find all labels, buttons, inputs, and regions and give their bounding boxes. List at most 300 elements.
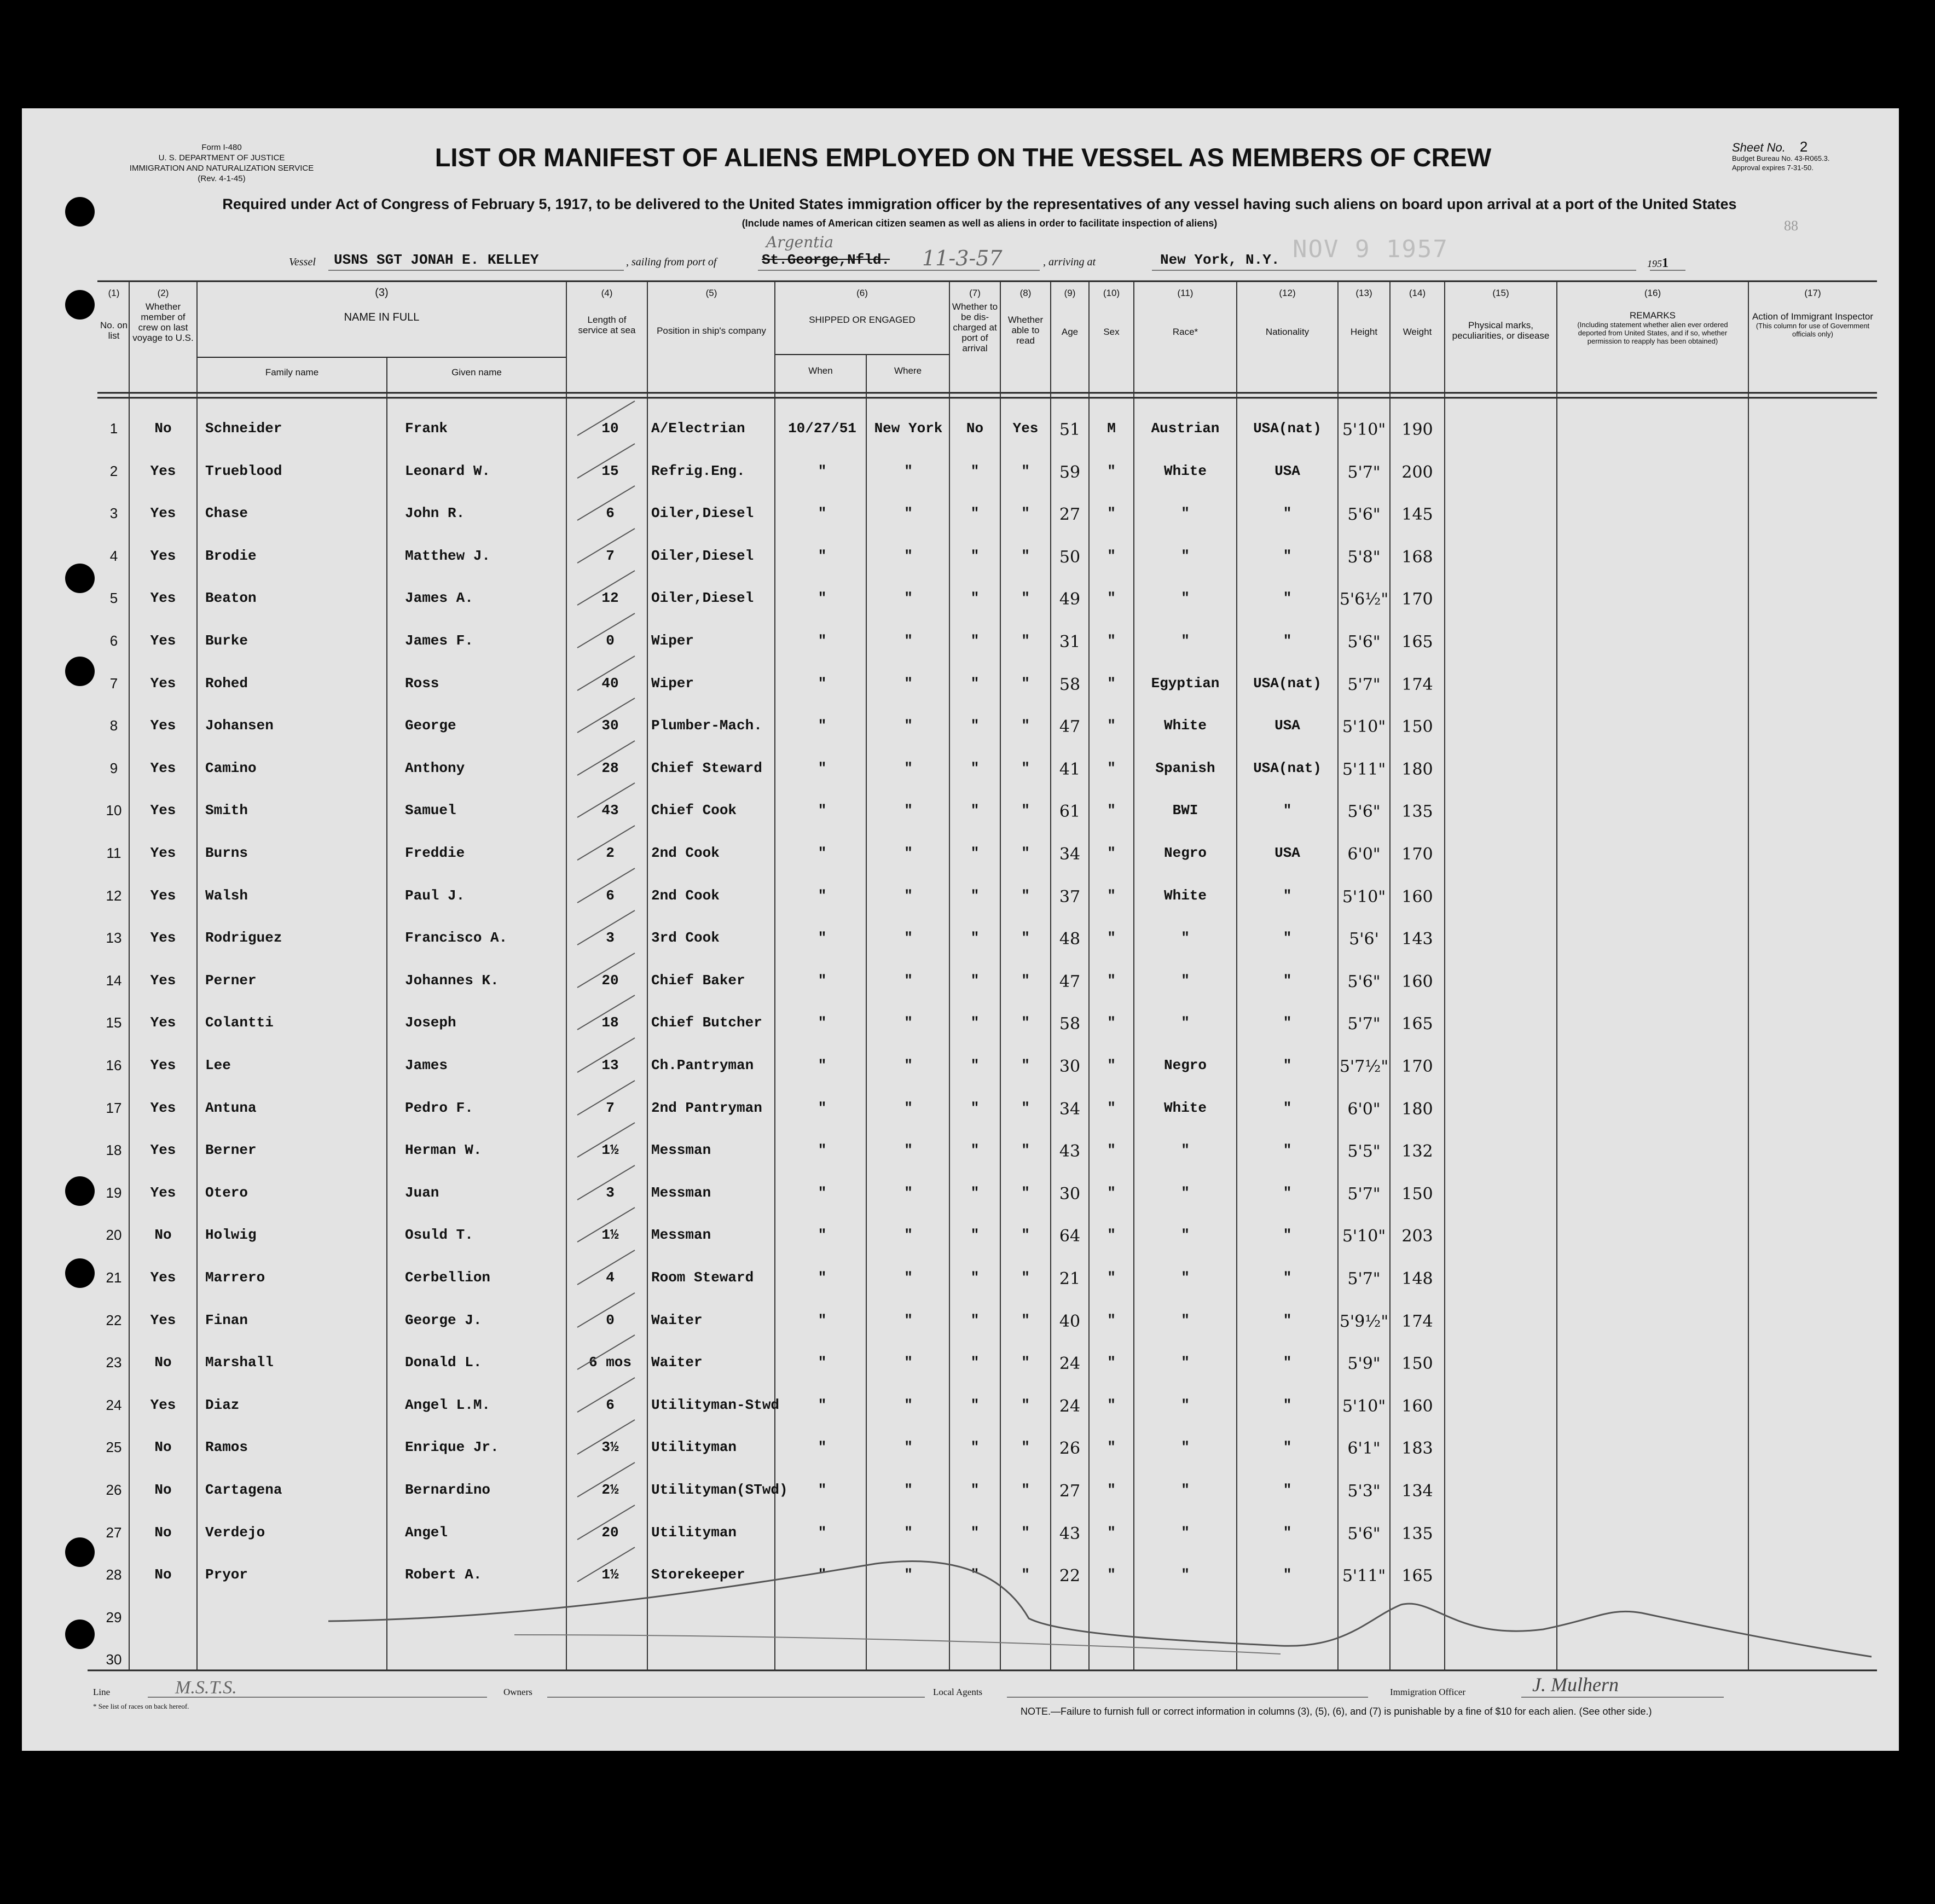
cell-family-name: Ramos: [205, 1439, 248, 1455]
cell-shipped-when: ": [818, 717, 827, 734]
cell-length-of-service: 43: [601, 802, 619, 819]
cell-shipped-when: ": [818, 1185, 827, 1201]
cell-length-of-service: 1½: [601, 1227, 619, 1243]
col-header-12: (12) Nationality: [1265, 288, 1310, 337]
cell-nationality: ": [1283, 1439, 1292, 1455]
cell-row-number: 6: [109, 632, 118, 649]
service-check-mark: [577, 613, 635, 648]
cell-nationality: USA(nat): [1253, 760, 1322, 776]
cell-able-to-read: ": [1021, 675, 1030, 692]
cell-family-name: Rodriguez: [205, 930, 282, 946]
cell-race: ": [1181, 1566, 1190, 1583]
cell-shipped-where: ": [904, 1482, 913, 1498]
service-check-mark: [577, 1462, 635, 1497]
cell-shipped-where: ": [904, 1057, 913, 1073]
service-check-mark: [577, 656, 635, 690]
year-prefix: 195: [1647, 258, 1662, 269]
cell-row-number: 17: [106, 1100, 122, 1116]
cell-row-number: 24: [106, 1397, 122, 1413]
cell-race: ": [1181, 1354, 1190, 1371]
cell-given-name: Donald L.: [405, 1354, 482, 1371]
cell-family-name: Holwig: [205, 1227, 257, 1243]
cell-weight: 165: [1401, 1566, 1433, 1586]
cell-able-to-read: ": [1021, 1227, 1030, 1243]
cell-age: 59: [1059, 463, 1081, 482]
cell-shipped-when: ": [818, 1100, 827, 1116]
cell-weight: 160: [1401, 1397, 1433, 1416]
service-check-mark: [577, 1038, 635, 1072]
service-check-mark: [577, 910, 635, 945]
cell-family-name: Verdejo: [205, 1524, 265, 1541]
cell-shipped-where: ": [904, 1524, 913, 1541]
cell-crew-last-voyage: Yes: [150, 675, 176, 692]
cell-discharged: ": [970, 1014, 980, 1031]
cell-discharged: ": [970, 463, 980, 479]
cell-age: 27: [1059, 505, 1081, 524]
cell-shipped-where: ": [904, 1100, 913, 1116]
cell-length-of-service: 6 mos: [588, 1354, 632, 1371]
cell-shipped-when: ": [818, 548, 827, 564]
owners-label: Owners: [503, 1687, 532, 1697]
cell-shipped-when: ": [818, 1482, 827, 1498]
line-value: M.S.T.S.: [175, 1677, 237, 1698]
cell-shipped-when: ": [818, 463, 827, 479]
cell-nationality: ": [1283, 632, 1292, 649]
cell-weight: 180: [1401, 760, 1433, 779]
cell-sex: ": [1107, 760, 1116, 776]
cell-crew-last-voyage: Yes: [150, 1397, 176, 1413]
col-header-8: (8) Whether able to read: [1007, 288, 1044, 346]
cell-sex: ": [1107, 590, 1116, 606]
cell-position: Room Steward: [651, 1269, 754, 1286]
cell-able-to-read: ": [1021, 1057, 1030, 1073]
cell-given-name: Enrique Jr.: [405, 1439, 499, 1455]
cell-discharged: ": [970, 1439, 980, 1455]
cell-row-number: 9: [109, 760, 118, 776]
cell-row-number: 21: [106, 1269, 122, 1286]
cell-discharged: No: [966, 420, 984, 437]
cell-length-of-service: 18: [601, 1014, 619, 1031]
cell-family-name: Beaton: [205, 590, 257, 606]
cell-age: 50: [1059, 548, 1081, 567]
cell-shipped-where: ": [904, 972, 913, 989]
cell-discharged: ": [970, 887, 980, 904]
cell-crew-last-voyage: No: [154, 1524, 172, 1541]
cell-height: 5'7": [1347, 1269, 1381, 1288]
cell-crew-last-voyage: No: [154, 1482, 172, 1498]
cell-shipped-where: New York: [874, 420, 943, 437]
cell-length-of-service: 6: [606, 1397, 615, 1413]
col-header-9: (9) Age: [1061, 288, 1079, 337]
cell-family-name: Smith: [205, 802, 248, 819]
cell-nationality: ": [1283, 802, 1292, 819]
cell-race: Negro: [1163, 845, 1207, 861]
cell-discharged: ": [970, 505, 980, 521]
service-check-mark: [577, 1293, 635, 1327]
service-check-mark: [577, 868, 635, 903]
cell-shipped-when: ": [818, 1397, 827, 1413]
cell-height: 5'6': [1349, 930, 1379, 949]
service-check-mark: [577, 995, 635, 1030]
cell-family-name: Marshall: [205, 1354, 274, 1371]
cell-nationality: USA(nat): [1253, 675, 1322, 692]
cell-able-to-read: ": [1021, 717, 1030, 734]
cell-shipped-where: ": [904, 1014, 913, 1031]
service-check-mark: [577, 1123, 635, 1157]
cell-shipped-when: ": [818, 632, 827, 649]
cell-height: 5'7½": [1339, 1057, 1389, 1076]
cell-weight: 145: [1401, 505, 1433, 524]
cell-discharged: ": [970, 1227, 980, 1243]
cell-position: Messman: [651, 1142, 711, 1158]
cell-weight: 170: [1401, 845, 1433, 864]
cell-length-of-service: 40: [601, 675, 619, 692]
sailing-port-handwritten: Argentia: [766, 233, 834, 251]
budget-bureau-number: Budget Bureau No. 43-R065.3.: [1732, 154, 1830, 162]
cell-height: 5'10": [1342, 420, 1386, 439]
col-header-17: (17) Action of Immigrant Inspector (This column for use of Government officials only): [1752, 288, 1874, 338]
col-header-10: (10) Sex: [1103, 288, 1120, 337]
cell-age: 49: [1059, 590, 1081, 609]
cell-row-number: 8: [109, 717, 118, 734]
cell-row-number: 13: [106, 930, 122, 946]
cell-weight: 165: [1401, 1014, 1433, 1034]
cell-position: Utilityman: [651, 1439, 737, 1455]
service-check-mark: [577, 1505, 635, 1540]
cell-given-name: Bernardino: [405, 1482, 491, 1498]
cell-weight: 200: [1401, 463, 1433, 482]
cell-weight: 143: [1401, 930, 1433, 949]
col-header-6: (6) SHIPPED OR ENGAGED: [809, 288, 916, 325]
cell-position: 2nd Pantryman: [651, 1100, 762, 1116]
cell-race: White: [1163, 463, 1207, 479]
cell-nationality: ": [1283, 1185, 1292, 1201]
cell-discharged: ": [970, 1524, 980, 1541]
penalty-note: NOTE.—Failure to furnish full or correct information in columns (3), (5), (6), and (7) is punishable by a fine of $10 for each alien. (See other side.): [1021, 1706, 1652, 1717]
cell-sex: ": [1107, 845, 1116, 861]
cell-nationality: ": [1283, 887, 1292, 904]
cell-nationality: ": [1283, 1397, 1292, 1413]
cell-sex: ": [1107, 1566, 1116, 1583]
service-check-mark: [577, 1250, 635, 1285]
cell-position: Chief Baker: [651, 972, 745, 989]
cell-length-of-service: 15: [601, 463, 619, 479]
cell-race: ": [1181, 590, 1190, 606]
cell-able-to-read: ": [1021, 930, 1030, 946]
cell-length-of-service: 7: [606, 1100, 615, 1116]
service-check-mark: [577, 783, 635, 817]
cell-row-number: 7: [109, 675, 118, 692]
cell-race: ": [1181, 1439, 1190, 1455]
cell-age: 47: [1059, 717, 1081, 736]
cell-race: ": [1181, 1312, 1190, 1328]
cell-nationality: ": [1283, 548, 1292, 564]
cell-crew-last-voyage: Yes: [150, 845, 176, 861]
cell-shipped-when: ": [818, 1142, 827, 1158]
cell-crew-last-voyage: No: [154, 420, 172, 437]
cell-height: 5'8": [1347, 548, 1381, 567]
cell-height: 5'9½": [1339, 1312, 1389, 1331]
cell-age: 58: [1059, 1014, 1081, 1034]
cell-height: 5'6": [1347, 972, 1381, 991]
cell-able-to-read: ": [1021, 1312, 1030, 1328]
cell-given-name: Pedro F.: [405, 1100, 473, 1116]
service-check-mark: [577, 1165, 635, 1200]
cell-row-number: 4: [109, 548, 118, 564]
cell-sex: ": [1107, 463, 1116, 479]
cell-nationality: ": [1283, 1142, 1292, 1158]
cell-shipped-where: ": [904, 930, 913, 946]
cell-family-name: Finan: [205, 1312, 248, 1328]
cell-weight: 183: [1401, 1439, 1433, 1458]
cell-position: Chief Butcher: [651, 1014, 762, 1031]
cell-length-of-service: 6: [606, 505, 615, 521]
cell-age: 30: [1059, 1185, 1081, 1204]
cell-race: ": [1181, 1524, 1190, 1541]
cell-length-of-service: 3: [606, 1185, 615, 1201]
cell-position: 3rd Cook: [651, 930, 720, 946]
cell-age: 26: [1059, 1439, 1081, 1458]
cell-weight: 150: [1401, 1354, 1433, 1373]
service-check-mark: [577, 571, 635, 605]
service-check-mark: [577, 1547, 635, 1582]
col-header-5: (5) Position in ship's company: [657, 288, 766, 336]
service-check-mark: [577, 486, 635, 520]
cell-row-number: 20: [106, 1227, 122, 1243]
cell-discharged: ": [970, 1354, 980, 1371]
cell-nationality: ": [1283, 1482, 1292, 1498]
cell-given-name: Robert A.: [405, 1566, 482, 1583]
cell-length-of-service: 3½: [601, 1439, 619, 1455]
cell-able-to-read: ": [1021, 845, 1030, 861]
cell-sex: ": [1107, 548, 1116, 564]
service-check-mark: [577, 1081, 635, 1115]
cell-sex: ": [1107, 717, 1116, 734]
cell-race: ": [1181, 1014, 1190, 1031]
cell-able-to-read: ": [1021, 1014, 1030, 1031]
cell-family-name: Diaz: [205, 1397, 240, 1413]
officer-signature: J. Mulhern: [1532, 1674, 1619, 1696]
cell-height: 5'6½": [1339, 590, 1389, 609]
cell-race: White: [1163, 1100, 1207, 1116]
col-header-3: (3) NAME IN FULL: [344, 287, 420, 323]
cell-shipped-when: ": [818, 887, 827, 904]
cell-weight: 190: [1401, 420, 1433, 439]
cell-length-of-service: 1½: [601, 1566, 619, 1583]
cell-position: Oiler,Diesel: [651, 548, 754, 564]
cell-weight: 135: [1401, 802, 1433, 821]
cell-crew-last-voyage: No: [154, 1566, 172, 1583]
cell-sex: ": [1107, 802, 1116, 819]
cell-row-number: 12: [106, 887, 122, 904]
cell-given-name: Osuld T.: [405, 1227, 473, 1243]
cell-shipped-where: ": [904, 802, 913, 819]
cell-age: 21: [1059, 1269, 1081, 1288]
cell-height: 5'10": [1342, 1227, 1386, 1246]
cell-able-to-read: ": [1021, 1397, 1030, 1413]
cell-able-to-read: ": [1021, 1100, 1030, 1116]
cell-height: 5'7": [1347, 1014, 1381, 1034]
cell-crew-last-voyage: Yes: [150, 887, 176, 904]
cell-shipped-when: ": [818, 590, 827, 606]
cell-weight: 170: [1401, 1057, 1433, 1076]
cell-given-name: Samuel: [405, 802, 456, 819]
cell-length-of-service: 2: [606, 845, 615, 861]
cell-crew-last-voyage: Yes: [150, 505, 176, 521]
cell-race: ": [1181, 930, 1190, 946]
cell-sex: ": [1107, 505, 1116, 521]
cell-sex: ": [1107, 1354, 1116, 1371]
manifest-sheet: [22, 108, 1899, 1751]
cell-shipped-where: ": [904, 760, 913, 776]
cell-shipped-when: ": [818, 1439, 827, 1455]
cell-length-of-service: 7: [606, 548, 615, 564]
cell-length-of-service: 0: [606, 632, 615, 649]
cell-race: White: [1163, 717, 1207, 734]
cell-crew-last-voyage: Yes: [150, 1185, 176, 1201]
cell-shipped-where: ": [904, 845, 913, 861]
cell-weight: 165: [1401, 632, 1433, 652]
cell-discharged: ": [970, 802, 980, 819]
cell-shipped-where: ": [904, 1227, 913, 1243]
cell-nationality: ": [1283, 1014, 1292, 1031]
cell-sex: ": [1107, 1014, 1116, 1031]
cell-race: ": [1181, 505, 1190, 521]
cell-shipped-when: ": [818, 1057, 827, 1073]
cell-race: ": [1181, 1142, 1190, 1158]
cell-length-of-service: 13: [601, 1057, 619, 1073]
cell-discharged: ": [970, 760, 980, 776]
cell-able-to-read: Yes: [1012, 420, 1039, 437]
cell-able-to-read: ": [1021, 972, 1030, 989]
cell-weight: 132: [1401, 1142, 1433, 1161]
cell-sex: ": [1107, 1524, 1116, 1541]
cell-nationality: ": [1283, 1269, 1292, 1286]
cell-weight: 148: [1401, 1269, 1433, 1288]
cell-given-name: John R.: [405, 505, 465, 521]
cell-crew-last-voyage: Yes: [150, 1312, 176, 1328]
form-revision: (Rev. 4-1-45): [198, 174, 246, 183]
cell-crew-last-voyage: No: [154, 1354, 172, 1371]
cell-given-name: Herman W.: [405, 1142, 482, 1158]
cell-length-of-service: 4: [606, 1269, 615, 1286]
cell-race: ": [1181, 1185, 1190, 1201]
cell-race: ": [1181, 1397, 1190, 1413]
cell-sex: ": [1107, 887, 1116, 904]
cell-family-name: Burns: [205, 845, 248, 861]
cell-sex: ": [1107, 972, 1116, 989]
races-footnote: * See list of races on back hereof.: [93, 1702, 189, 1710]
cell-shipped-where: ": [904, 1185, 913, 1201]
cell-discharged: ": [970, 632, 980, 649]
col-header-6-when: When: [808, 365, 833, 376]
cell-row-number: 15: [106, 1014, 122, 1031]
cell-discharged: ": [970, 1057, 980, 1073]
cell-given-name: George J.: [405, 1312, 482, 1328]
cell-discharged: ": [970, 1185, 980, 1201]
cell-nationality: USA(nat): [1253, 420, 1322, 437]
cell-sex: ": [1107, 675, 1116, 692]
cell-able-to-read: ": [1021, 1185, 1030, 1201]
cell-weight: 160: [1401, 887, 1433, 907]
cell-sex: ": [1107, 1100, 1116, 1116]
cell-shipped-when: ": [818, 1354, 827, 1371]
cell-position: 2nd Cook: [651, 887, 720, 904]
cell-row-number: 23: [106, 1354, 122, 1371]
service-check-mark: [577, 529, 635, 563]
service-check-mark: [577, 401, 635, 436]
cell-weight: 168: [1401, 548, 1433, 567]
immigration-officer-label: Immigration Officer: [1390, 1687, 1466, 1697]
cell-height: 6'1": [1347, 1439, 1381, 1458]
cell-nationality: USA: [1274, 717, 1300, 734]
cell-race: ": [1181, 1482, 1190, 1498]
cell-nationality: ": [1283, 590, 1292, 606]
vessel-name: USNS SGT JONAH E. KELLEY: [334, 252, 539, 268]
cell-shipped-when: ": [818, 505, 827, 521]
cell-race: Spanish: [1155, 760, 1215, 776]
cell-sex: M: [1107, 420, 1116, 437]
service-check-mark: [577, 698, 635, 733]
cell-family-name: Trueblood: [205, 463, 282, 479]
cell-able-to-read: ": [1021, 1439, 1030, 1455]
cell-race: White: [1163, 887, 1207, 904]
cell-row-number: 22: [106, 1312, 122, 1328]
cell-height: 5'6": [1347, 1524, 1381, 1543]
cell-position: Refrig.Eng.: [651, 463, 745, 479]
cell-able-to-read: ": [1021, 1482, 1030, 1498]
cell-family-name: Otero: [205, 1185, 248, 1201]
cell-position: Ch.Pantryman: [651, 1057, 754, 1073]
cell-row-number: 27: [106, 1524, 122, 1541]
cell-height: 5'7": [1347, 1185, 1381, 1204]
cell-family-name: Antuna: [205, 1100, 257, 1116]
cell-given-name: Angel: [405, 1524, 448, 1541]
cell-row-number: 25: [106, 1439, 122, 1455]
cell-shipped-where: ": [904, 590, 913, 606]
sailing-date-handwritten: 11-3-57: [922, 246, 1003, 270]
cell-weight: 174: [1401, 1312, 1433, 1331]
closing-scribble: [22, 108, 1899, 1751]
sheet-number: 2: [1799, 138, 1808, 155]
col-header-3-given: Given name: [451, 367, 502, 378]
cell-weight: 180: [1401, 1100, 1433, 1119]
cell-position: 2nd Cook: [651, 845, 720, 861]
cell-sex: ": [1107, 1057, 1116, 1073]
cell-given-name: Juan: [405, 1185, 439, 1201]
cell-crew-last-voyage: Yes: [150, 930, 176, 946]
cell-shipped-when: ": [818, 1312, 827, 1328]
cell-age: 48: [1059, 930, 1081, 949]
cell-given-name: Ross: [405, 675, 439, 692]
cell-shipped-when: ": [818, 930, 827, 946]
cell-row-number: 11: [106, 845, 121, 861]
cell-crew-last-voyage: Yes: [150, 548, 176, 564]
cell-sex: ": [1107, 1312, 1116, 1328]
cell-crew-last-voyage: Yes: [150, 590, 176, 606]
cell-weight: 135: [1401, 1524, 1433, 1543]
cell-shipped-when: ": [818, 972, 827, 989]
cell-position: A/Electrian: [651, 420, 745, 437]
cell-able-to-read: ": [1021, 632, 1030, 649]
cell-length-of-service: 20: [601, 972, 619, 989]
cell-discharged: ": [970, 548, 980, 564]
vessel-label: Vessel: [289, 256, 316, 268]
cell-height: 6'0": [1347, 845, 1381, 864]
cell-row-number: 26: [106, 1482, 122, 1498]
cell-family-name: Walsh: [205, 887, 248, 904]
cell-weight: 150: [1401, 1185, 1433, 1204]
